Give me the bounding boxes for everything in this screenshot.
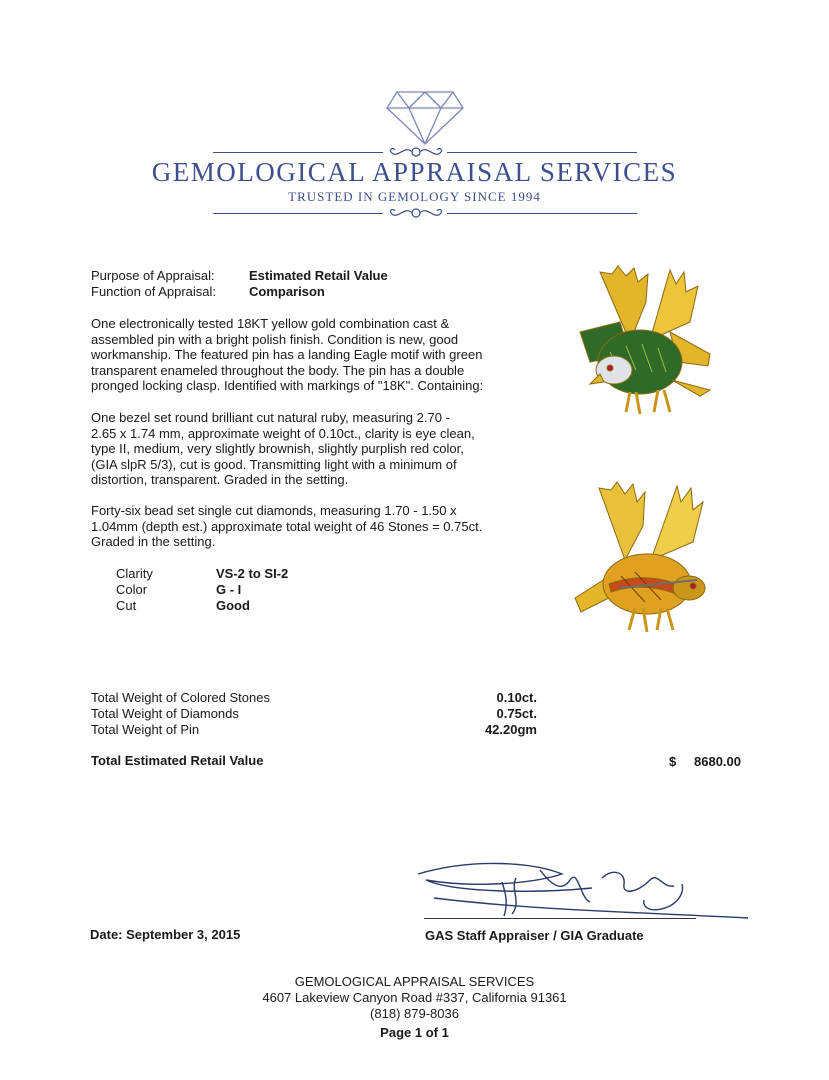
logo-bottom-rule <box>213 213 383 214</box>
appraiser-signature-image <box>412 858 752 922</box>
signature-line <box>424 918 696 919</box>
diamond-logo-icon <box>385 90 465 146</box>
estimate-amount: 8680.00 <box>694 754 741 769</box>
total-diamonds-label: Total Weight of Diamonds <box>91 706 239 721</box>
purpose-label: Purpose of Appraisal: <box>91 268 215 283</box>
footer-phone: (818) 879-8036 <box>370 1006 459 1021</box>
item-description <box>91 316 511 394</box>
appraisal-date: Date: September 3, 2015 <box>90 927 241 942</box>
purpose-value: Estimated Retail Value <box>249 268 388 283</box>
text-line: workmanship. The featured pin has a landing Eagle motif with green <box>91 347 483 362</box>
logo-bottom-rule-right <box>447 213 637 214</box>
total-colored-stones-label: Total Weight of Colored Stones <box>91 690 270 705</box>
logo-top-rule-right <box>447 152 637 153</box>
company-tagline: TRUSTED IN GEMOLOGY SINCE 1994 <box>288 189 541 204</box>
text-line: (GIA slpR 5/3), cut is good. Transmitting light with a minimum of <box>91 456 457 472</box>
text-line: Forty-six bead set single cut diamonds, measuring 1.70 - 1.50 x <box>91 503 457 518</box>
text-line: assembled pin with a bright polish finish. Condition is new, good <box>91 331 459 347</box>
company-name: GEMOLOGICAL APPRAISAL SERVICES <box>151 157 678 187</box>
grade-color-label: Color <box>116 582 148 597</box>
grade-cut-value: Good <box>216 598 250 613</box>
total-pin-weight-label: Total Weight of Pin <box>91 722 200 737</box>
eagle-pin-back-image <box>565 480 725 650</box>
text-line: One electronically tested 18KT yellow gold combination cast & <box>91 316 450 331</box>
grade-color-value: G - I <box>216 582 242 597</box>
estimate-label: Total Estimated Retail Value <box>91 753 264 768</box>
grade-clarity-label: Clarity <box>116 566 153 581</box>
eagle-pin-front-image <box>560 262 720 432</box>
text-line: type II, medium, very slightly brownish, slightly purplish red color, <box>91 441 464 456</box>
function-value: Comparison <box>249 284 325 299</box>
function-label: Function of Appraisal: <box>91 284 217 299</box>
text-line: transparent enameled throughout the body. The pin has a double <box>91 362 465 378</box>
text-line: Graded in the setting. <box>91 534 216 549</box>
footer-address: 4607 Lakeview Canyon Road #337, California 91361 <box>262 990 567 1005</box>
text-line: distortion, transparent. Graded in the setting. <box>91 472 349 487</box>
total-pin-weight-value: 42.20gm <box>484 722 537 737</box>
ornament-scroll-bottom-icon <box>385 203 447 223</box>
grade-clarity-value: VS-2 to SI-2 <box>216 566 289 581</box>
total-colored-stones-value: 0.10ct. <box>496 690 537 705</box>
text-line: 1.04mm (depth est.) approximate total weight of 46 Stones = 0.75ct. <box>91 518 483 534</box>
estimate-currency: $ <box>669 754 677 769</box>
page-number: Page 1 of 1 <box>380 1025 449 1040</box>
appraiser-title: GAS Staff Appraiser / GIA Graduate <box>425 928 644 943</box>
diamonds-description <box>91 503 511 550</box>
ruby-description <box>91 410 511 488</box>
footer-company: GEMOLOGICAL APPRAISAL SERVICES <box>294 974 535 989</box>
total-diamonds-value: 0.75ct. <box>496 706 537 721</box>
text-line: 2.65 x 1.74 mm, approximate weight of 0.10ct., clarity is eye clean, <box>91 425 475 441</box>
grade-cut-label: Cut <box>116 598 137 613</box>
logo-top-rule <box>213 152 383 153</box>
text-line: One bezel set round brilliant cut natural ruby, measuring 2.70 - <box>91 410 450 425</box>
text-line: pronged locking clasp. Identified with markings of "18K". Containing: <box>91 378 484 393</box>
